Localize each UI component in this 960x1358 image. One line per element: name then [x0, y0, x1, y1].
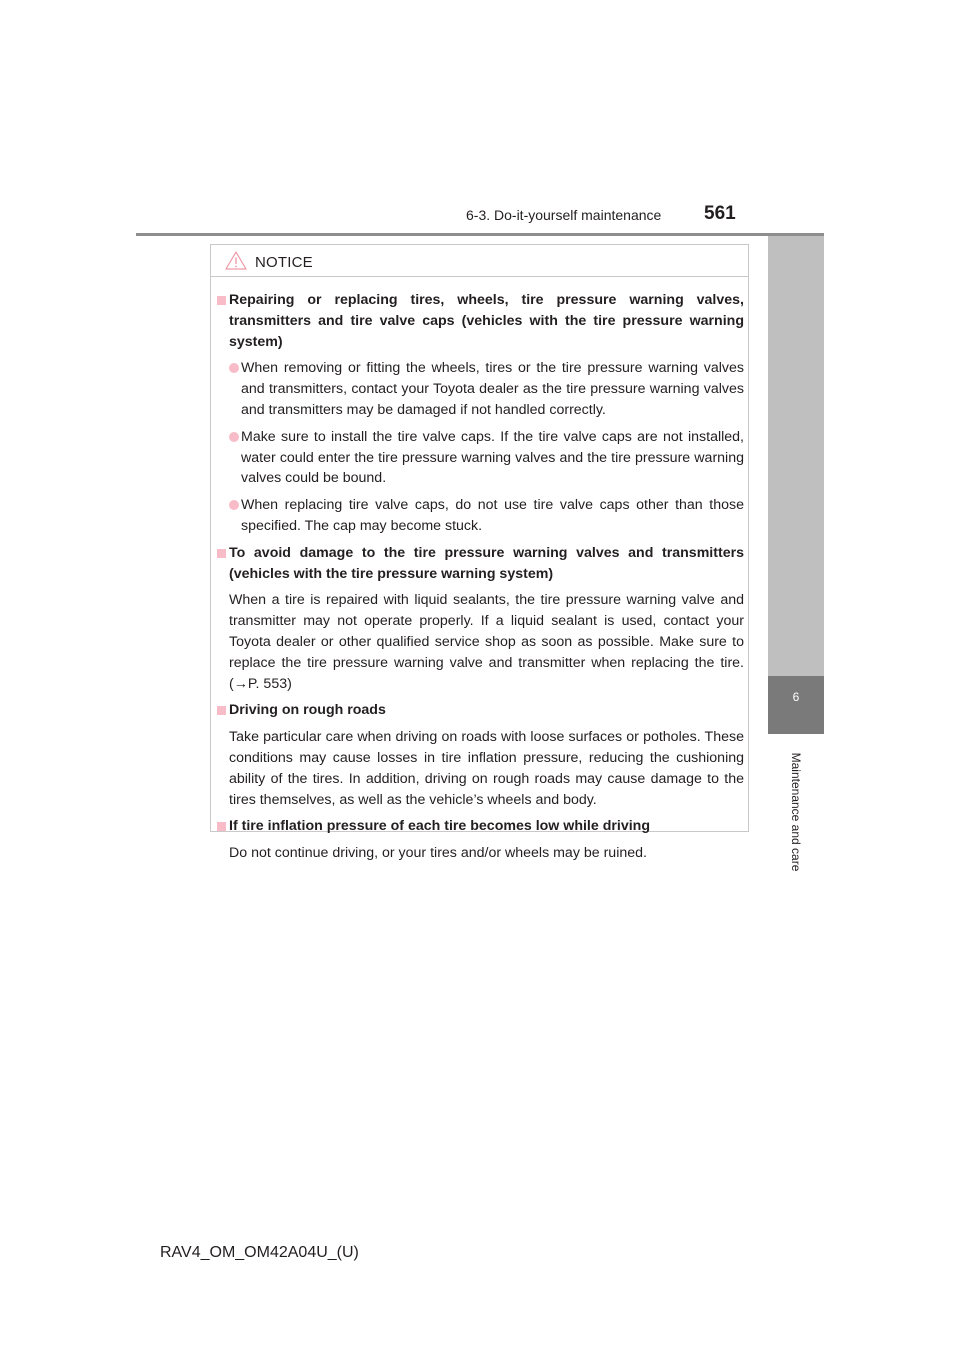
notice-section	[217, 290, 744, 537]
page-number: 561	[704, 203, 736, 224]
list-item-text: When removing or fitting the wheels, tires or the tire pressure warning valves and transmitters, contact your Toyota dealer as the tire pressure warning valves and transmitters may be damaged if not handled correctly.	[241, 360, 744, 418]
document-code: RAV4_OM_OM42A04U_(U)	[160, 1244, 359, 1261]
section-heading: If tire inflation pressure of each tire becomes low while driving	[229, 818, 650, 835]
section-title: 6-3. Do-it-yourself maintenance	[466, 207, 662, 223]
circle-bullet-icon	[229, 432, 239, 442]
square-bullet-icon	[217, 706, 226, 715]
circle-bullet-icon	[229, 363, 239, 373]
list-item-text: When replacing tire valve caps, do not use tire valve caps other than those specified. The cap may become stuck.	[241, 497, 744, 534]
notice-section	[217, 543, 744, 695]
chapter-number: 6	[792, 690, 800, 704]
notice-header	[211, 245, 748, 277]
section-text: When a tire is repaired with liquid sealants, the tire pressure warning valve and transmitter may not operate properly. If a liquid sealant is used, contact your Toyota dealer or other qualified service shop as soon as possible. Make sure to replace the tire pressure warning valve and transmitter when replacing the tire. (→P. 553)	[229, 592, 744, 692]
section-text: Take particular care when driving on roads with loose surfaces or potholes. These conditions may cause losses in tire inflation pressure, reducing the cushioning ability of the tires. In addition, driving on rough roads may cause damage to the tires themselves, as well as the vehicle’s wheels and body.	[229, 729, 744, 808]
list-item	[229, 427, 744, 489]
list-item-text: Make sure to install the tire valve caps. If the tire valve caps are not installed, water could enter the tire pressure warning valves and the tire pressure warning valves could be bound.	[241, 428, 744, 487]
notice-title: NOTICE	[255, 254, 313, 271]
section-heading: To avoid damage to the tire pressure warning valves and transmitters (vehicles with the tire pressure warning system)	[229, 544, 744, 582]
chapter-tab-upper	[768, 236, 824, 676]
header-rule	[136, 233, 824, 236]
notice-body	[217, 290, 744, 870]
warning-triangle-icon	[225, 251, 247, 270]
notice-box	[210, 244, 749, 862]
section-heading: Repairing or replacing tires, wheels, tire pressure warning valves, transmitters and tire valve caps (vehicles with the tire pressure warning system)	[229, 292, 744, 350]
square-bullet-icon	[217, 549, 226, 558]
list-item	[229, 358, 744, 420]
section-heading: Driving on rough roads	[229, 702, 386, 719]
square-bullet-icon	[217, 296, 226, 305]
chapter-tab-number	[768, 676, 824, 734]
notice-section	[217, 700, 744, 810]
section-text: Do not continue driving, or your tires and/or wheels may be ruined.	[229, 845, 647, 862]
chapter-title: Maintenance and care	[789, 752, 803, 872]
circle-bullet-icon	[229, 500, 239, 510]
list-item	[229, 495, 744, 537]
square-bullet-icon	[217, 822, 226, 831]
notice-section	[217, 816, 744, 864]
